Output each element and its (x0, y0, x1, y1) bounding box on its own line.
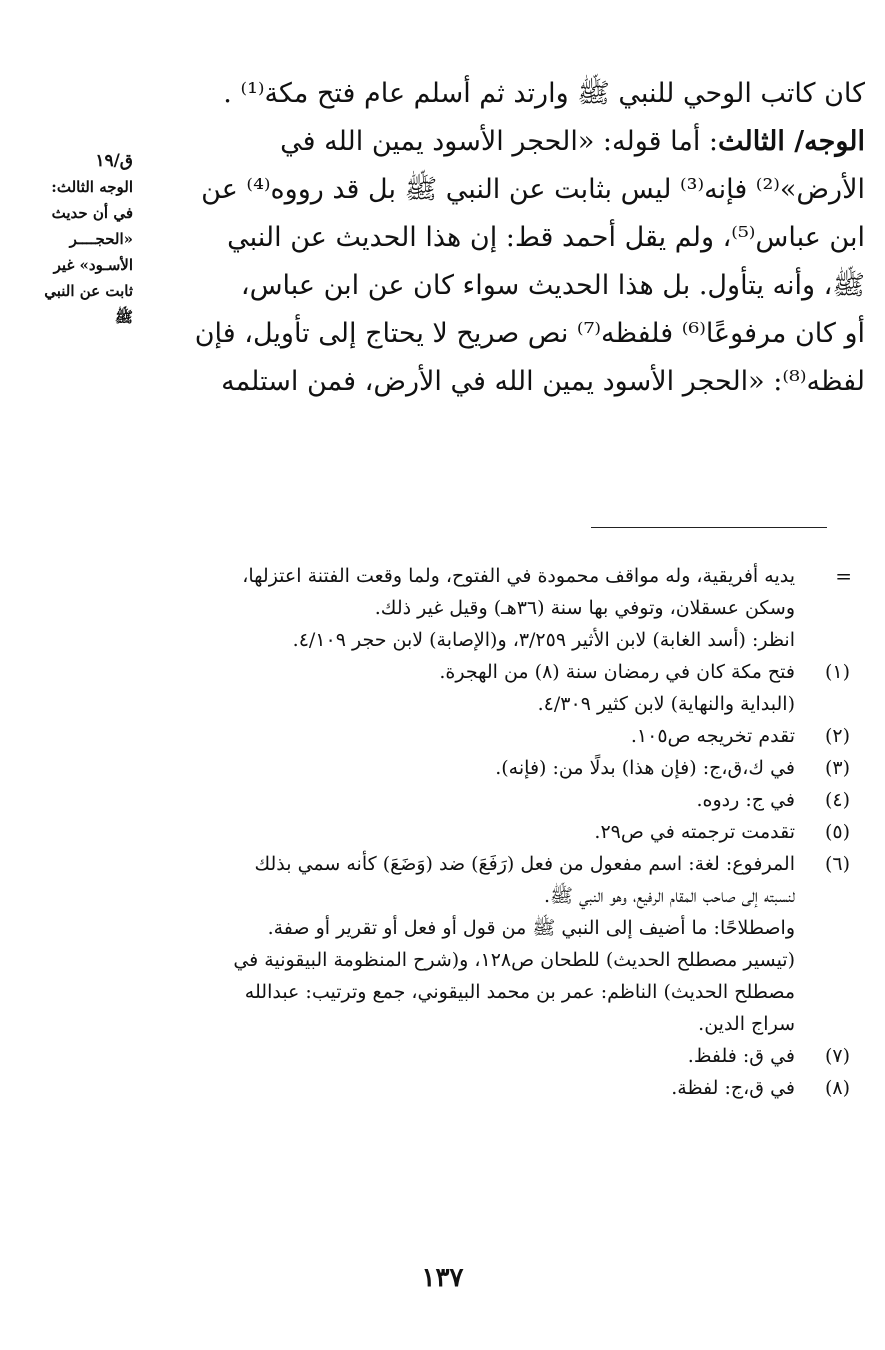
footnote-separator (591, 527, 827, 528)
margin-note-line: ثابت عن النبي (44, 282, 133, 300)
main-text-line: الأرض»⁽²⁾ فإنه⁽³⁾ ليس بثابت عن النبي ﷺ بل قد رووه⁽⁴⁾ عن (201, 174, 865, 205)
margin-note-line: «الحجــــر (69, 230, 133, 248)
margin-note-line: الوجه الثالث: (51, 178, 133, 196)
footnote-line: تقدم تخريجه ص١٠٥. (630, 725, 795, 747)
footnote-line: (تيسير مصطلح الحديث) للطحان ص١٢٨، و(شرح المنظومة البيقونية في (233, 949, 795, 971)
footnotes (150, 560, 850, 1104)
footnote-line: المرفوع: لغة: اسم مفعول من فعل (رَفَعَ) ضد (وَضَعَ) كأنه سمي بذلك (254, 853, 795, 875)
footnote-item (150, 816, 850, 848)
footnote-line: سراج الدين. (698, 1013, 795, 1035)
footnote-item (150, 1072, 850, 1104)
section-heading: الوجه/ الثالث (718, 126, 865, 157)
main-text-fragment: : أما قوله: «الحجر الأسود يمين الله في (280, 126, 719, 157)
footnote-line: في ج: ردوه. (696, 789, 795, 811)
footnote-continuation (150, 560, 850, 656)
footnote-item (150, 1040, 850, 1072)
margin-note-line: ﷺ (114, 308, 133, 326)
footnote-number: (٧) (824, 1045, 850, 1067)
footnote-item (150, 720, 850, 752)
footnote-item (150, 784, 850, 816)
footnote-number: (٦) (824, 853, 850, 875)
margin-note-line: الأسـود» غير (53, 256, 133, 274)
margin-note (30, 148, 133, 330)
footnote-line: في ق،ج: لفظة. (671, 1077, 795, 1099)
main-text-line: ﷺ، وأنه يتأول. بل هذا الحديث سواء كان عن ابن عباس، (240, 270, 865, 301)
footnote-item (150, 848, 850, 1040)
main-text-line: كان كاتب الوحي للنبي ﷺ وارتد ثم أسلم عام فتح مكة⁽¹⁾ . (223, 78, 865, 109)
footnote-line: في ق: فلفظ. (687, 1045, 795, 1067)
continuation-mark: = (835, 564, 852, 588)
footnote-line: (البداية والنهاية) لابن كثير ٤/٣٠٩. (537, 693, 795, 715)
footnote-number: (٨) (824, 1077, 850, 1099)
main-text-line (155, 118, 865, 166)
footnote-item (150, 656, 850, 720)
footnote-line: انظر: (أسد الغابة) لابن الأثير ٣/٢٥٩، و(الإصابة) لابن حجر ٤/١٠٩. (292, 629, 795, 651)
footnote-number: (٢) (824, 725, 850, 747)
footnote-line: فتح مكة كان في رمضان سنة (٨) من الهجرة. (439, 661, 795, 683)
footnote-number: (٤) (824, 789, 850, 811)
main-text-line: أو كان مرفوعًا⁽⁶⁾ فلفظه⁽⁷⁾ نص صريح لا يحتاج إلى تأويل، فإن (194, 318, 865, 349)
footnote-number: (١) (824, 661, 850, 683)
footnote-line: في ك،ق،ج: (فإن هذا) بدلًا من: (فإنه). (495, 757, 795, 779)
margin-note-line: في أن حديث (51, 204, 133, 222)
footnote-line: لنسبته إلى صاحب المقام الرفيع، وهو النبي ﷺ. (543, 885, 795, 907)
main-text-line: ابن عباس⁽⁵⁾، ولم يقل أحمد قط: إن هذا الحديث عن النبي (227, 222, 865, 253)
footnote-item (150, 752, 850, 784)
manuscript-folio-ref: ق/١٩ (95, 151, 133, 171)
main-text (155, 70, 865, 406)
footnote-line: واصطلاحًا: ما أضيف إلى النبي ﷺ من قول أو فعل أو تقرير أو صفة. (267, 917, 795, 939)
footnote-line: وسكن عسقلان، وتوفي بها سنة (٣٦هـ) وقيل غير ذلك. (374, 597, 795, 619)
footnote-line: يديه أفريقية، وله مواقف محمودة في الفتوح، ولما وقعت الفتنة اعتزلها، (242, 565, 795, 587)
footnote-line: تقدمت ترجمته في ص٢٩. (594, 821, 795, 843)
footnote-line: مصطلح الحديث) الناظم: عمر بن محمد البيقوني، جمع وترتيب: عبدالله (244, 981, 795, 1003)
footnote-number: (٥) (824, 821, 850, 843)
main-text-line: لفظه⁽⁸⁾: «الحجر الأسود يمين الله في الأرض، فمن استلمه (221, 366, 865, 397)
footnote-number: (٣) (824, 757, 850, 779)
page-number: ١٣٧ (421, 1263, 464, 1293)
